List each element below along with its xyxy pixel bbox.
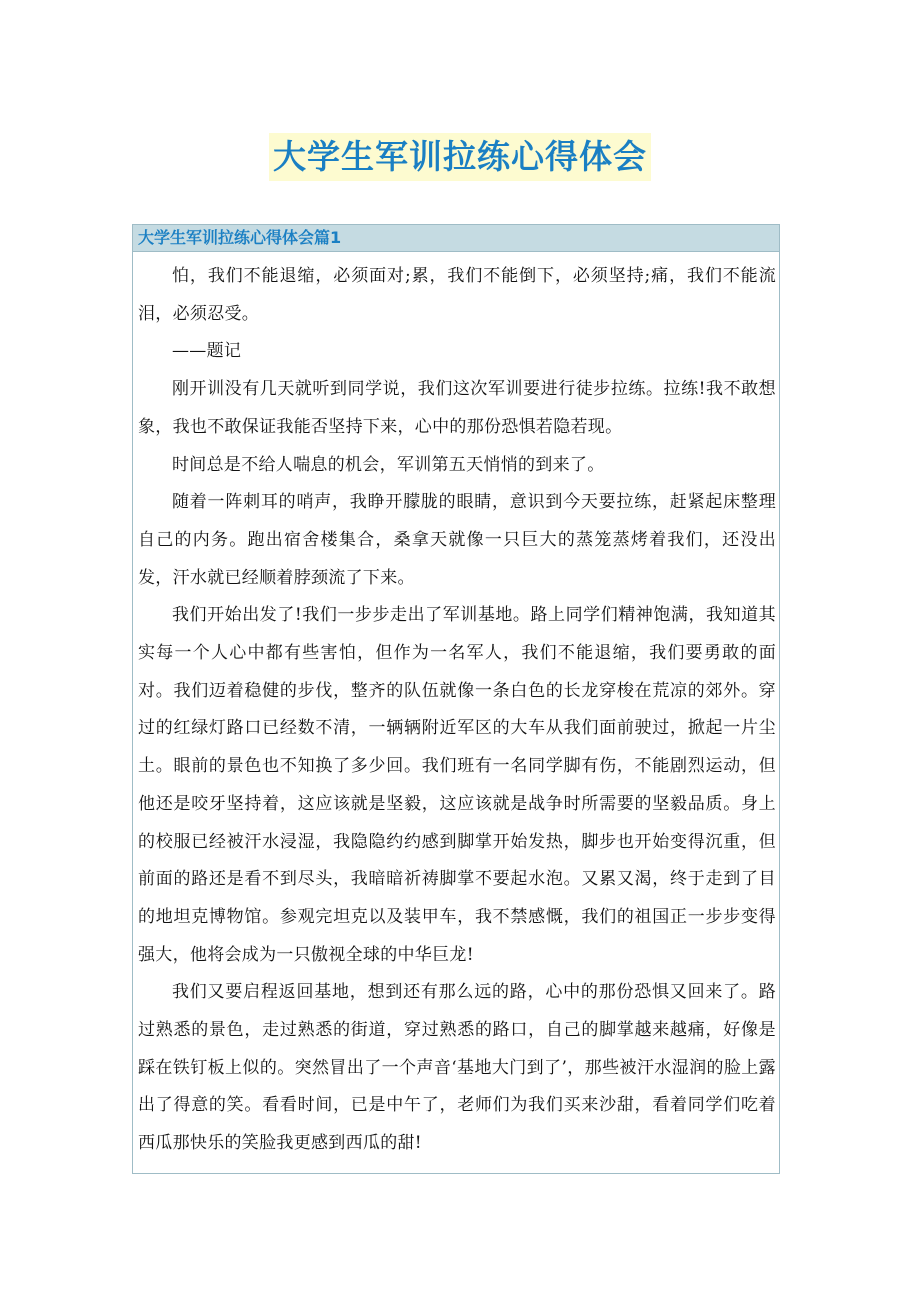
title-area [0,133,920,181]
article-section [132,224,780,1174]
paragraph: 怕，我们不能退缩，必须面对;累，我们不能倒下，必须坚持;痛，我们不能流泪，必须忍受。 [138,266,776,324]
paragraph: 我们又要启程返回基地，想到还有那么远的路，心中的那份恐惧又回来了。路过熟悉的景色，走过熟悉的街道，穿过熟悉的路口，自己的脚掌越来越痛，好像是踩在铁钉板上似的。突然冒出了一个声音‘基地大门到了’，那些被汗水湿润的脸上露出了得意的笑。看看时间，已是中午了，老师们为我们买来沙甜，看着同学们吃着西瓜那快乐的笑脸我更感到西瓜的甜! [138,982,776,1154]
paragraph: 随着一阵刺耳的哨声，我睁开朦胧的眼睛，意识到今天要拉练，赶紧起床整理自己的内务。跑出宿舍楼集合，桑拿天就像一只巨大的蒸笼蒸烤着我们，还没出发，汗水就已经顺着脖颈流了下来。 [138,492,776,588]
paragraph: 刚开训没有几天就听到同学说，我们这次军训要进行徒步拉练。拉练!我不敢想象，我也不敢保证我能否坚持下来，心中的那份恐惧若隐若现。 [138,379,776,437]
section-body [133,252,776,1163]
paragraph-epigraph: ——题记 [172,341,242,362]
paragraph: 我们开始出发了!我们一步步走出了军训基地。路上同学们精神饱满，我知道其实每一个人心中都有些害怕，但作为一名军人，我们不能退缩，我们要勇敢的面对。我们迈着稳健的步伐，整齐的队伍就像一条白色的长龙穿梭在荒凉的郊外。穿过的红绿灯路口已经数不清，一辆辆附近军区的大车从我们面前驶过，掀起一片尘土。眼前的景色也不知换了多少回。我们班有一名同学脚有伤，不能剧烈运动，但他还是咬牙坚持着，这应该就是坚毅，这应该就是战争时所需要的坚毅品质。身上的校服已经被汗水浸湿，我隐隐约约感到脚掌开始发热，脚步也开始变得沉重，但前面的路还是看不到尽头，我暗暗祈祷脚掌不要起水泡。又累又渴，终于走到了目的地坦克博物馆。参观完坦克以及装甲车，我不禁感慨，我们的祖国正一步步变得强大，他将会成为一只傲视全球的中华巨龙! [138,605,776,965]
page-title: 大学生军训拉练心得体会 [269,133,651,181]
section-header: 大学生军训拉练心得体会篇1 [133,225,779,252]
paragraph: 时间总是不给人喘息的机会，军训第五天悄悄的到来了。 [172,454,605,475]
